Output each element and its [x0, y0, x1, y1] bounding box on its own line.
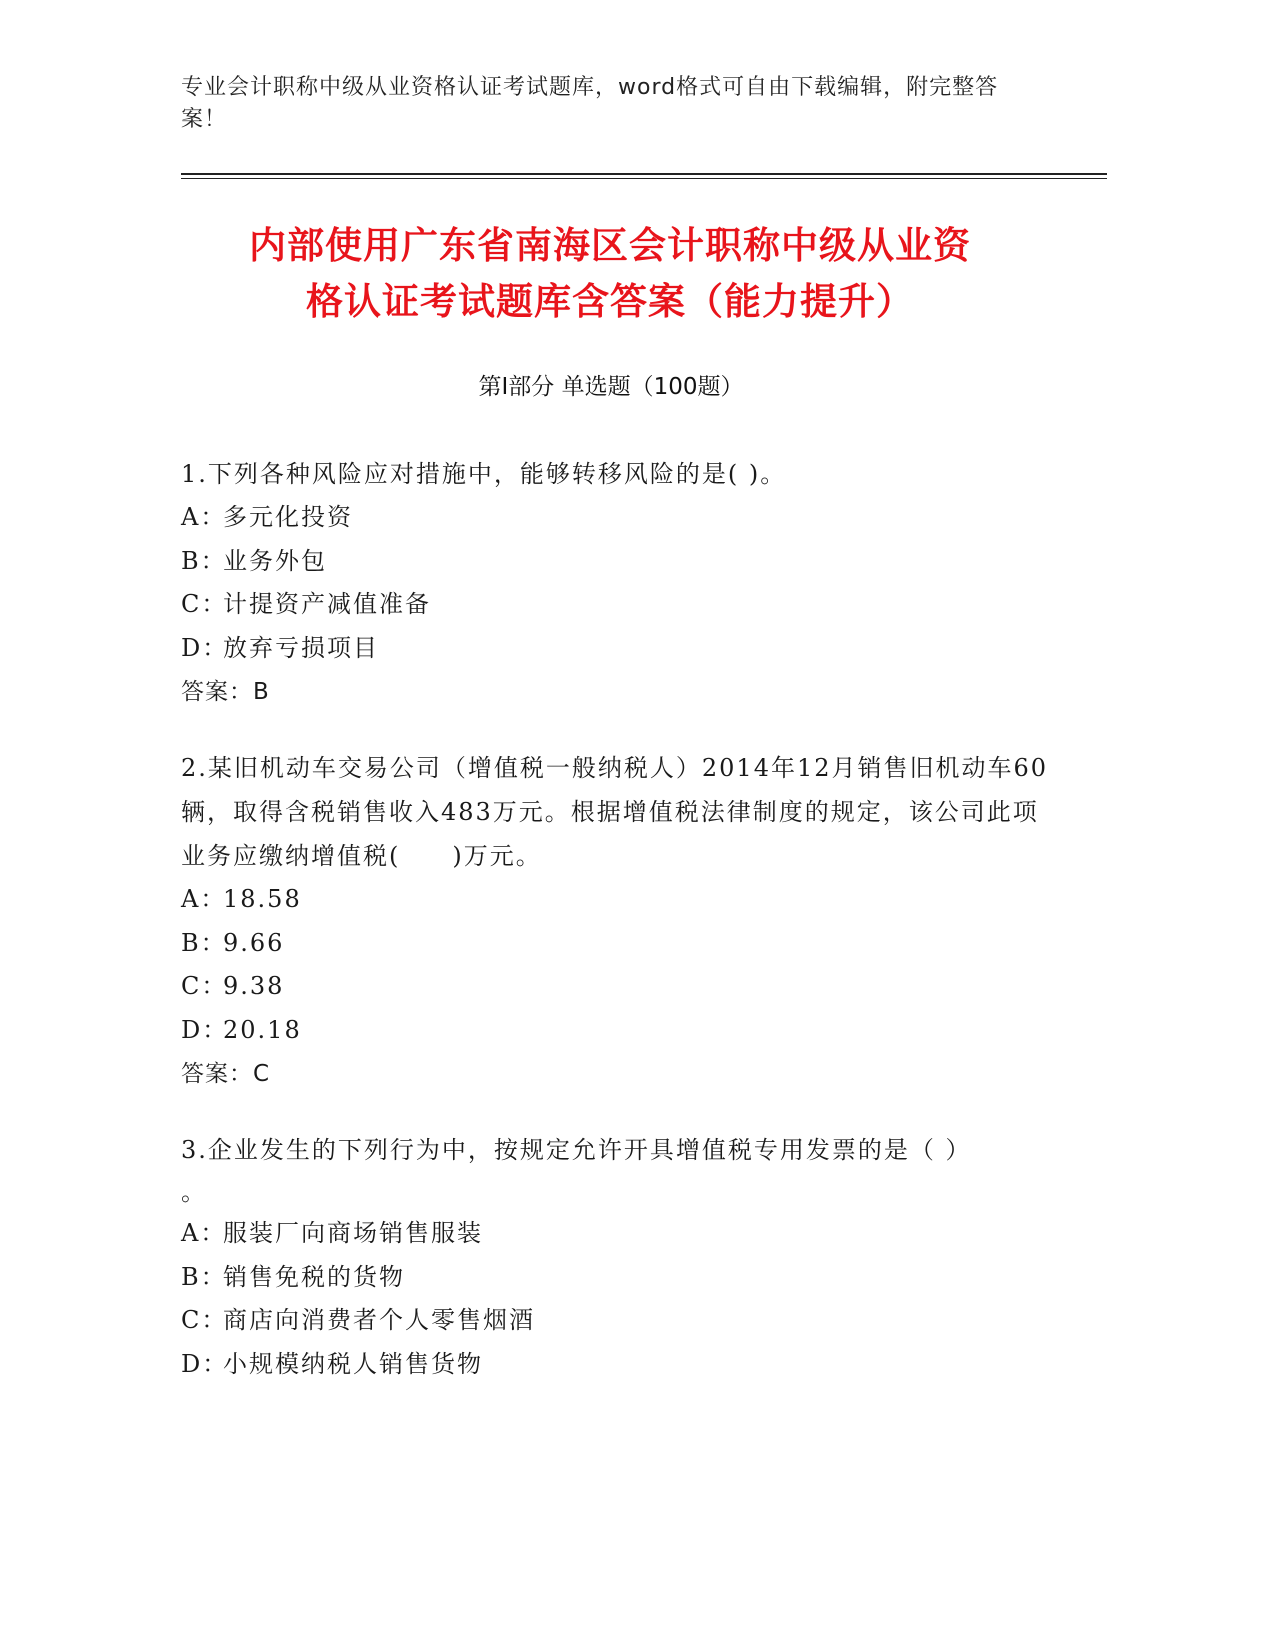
option-key: B：	[181, 546, 227, 575]
option-text: 计提资产减值准备	[223, 590, 431, 618]
option-key: B：	[181, 1262, 227, 1291]
option-key: A：	[181, 1219, 227, 1247]
question-stem: 1.下列各种风险应对措施中，能够转移风险的是( )。	[181, 460, 787, 488]
option-key: D：	[181, 1015, 229, 1044]
option-text: 小规模纳税人销售货物	[223, 1349, 483, 1378]
option-d	[181, 1009, 1051, 1053]
option-key: B：	[181, 928, 227, 957]
option-d	[181, 627, 1051, 671]
option-key: C：	[181, 590, 228, 618]
option-key: A：	[181, 885, 227, 913]
option-b	[181, 540, 1051, 584]
option-c	[181, 965, 1051, 1009]
question-3	[181, 1128, 1051, 1386]
option-d	[181, 1343, 1051, 1387]
question-answer: 答案：C	[181, 1061, 271, 1087]
header-divider-thick	[181, 173, 1107, 175]
question-2	[181, 746, 1051, 1096]
option-text: 9.38	[223, 972, 285, 1000]
question-stem-tail: 。	[181, 1178, 207, 1206]
option-text: 销售免税的货物	[223, 1262, 405, 1291]
option-text: 服装厂向商场销售服装	[223, 1219, 483, 1247]
question-stem: 2.某旧机动车交易公司（增值税一般纳税人）2014年12月销售旧机动车60辆，取得含税销售收入483万元。根据增值税法律制度的规定，该公司此项业务应缴纳增值税( )万元。	[181, 754, 1049, 870]
option-b	[181, 922, 1051, 966]
option-a	[181, 878, 1051, 922]
option-a	[181, 496, 1051, 540]
option-key: D：	[181, 633, 229, 662]
option-text: 业务外包	[223, 546, 327, 575]
question-stem: 3.企业发生的下列行为中，按规定允许开具增值税专用发票的是（ ）	[181, 1136, 972, 1164]
option-text: 商店向消费者个人零售烟酒	[223, 1306, 535, 1334]
document-title-line-2: 格认证考试题库含答案（能力提升）	[306, 280, 914, 323]
document-title-line-1: 内部使用广东省南海区会计职称中级从业资	[249, 224, 971, 267]
option-text: 18.58	[223, 885, 302, 913]
option-c	[181, 1299, 1051, 1343]
section-title: 第Ⅰ部分 单选题（100题）	[478, 374, 744, 400]
header-divider-thin	[181, 178, 1107, 179]
option-key: C：	[181, 972, 228, 1000]
header-note: 专业会计职称中级从业资格认证考试题库，word格式可自由下载编辑，附完整答案！	[181, 75, 999, 132]
question-1	[181, 452, 1051, 714]
option-text: 20.18	[223, 1015, 302, 1044]
option-key: A：	[181, 503, 227, 531]
question-answer: 答案：B	[181, 679, 270, 705]
option-key: C：	[181, 1306, 228, 1334]
option-text: 放弃亏损项目	[223, 633, 379, 662]
option-a	[181, 1212, 1051, 1256]
question-list	[181, 452, 1051, 1418]
option-b	[181, 1256, 1051, 1300]
option-c	[181, 583, 1051, 627]
option-key: D：	[181, 1349, 229, 1378]
document-title	[150, 218, 1070, 330]
option-text: 多元化投资	[223, 503, 353, 531]
option-text: 9.66	[223, 928, 285, 957]
